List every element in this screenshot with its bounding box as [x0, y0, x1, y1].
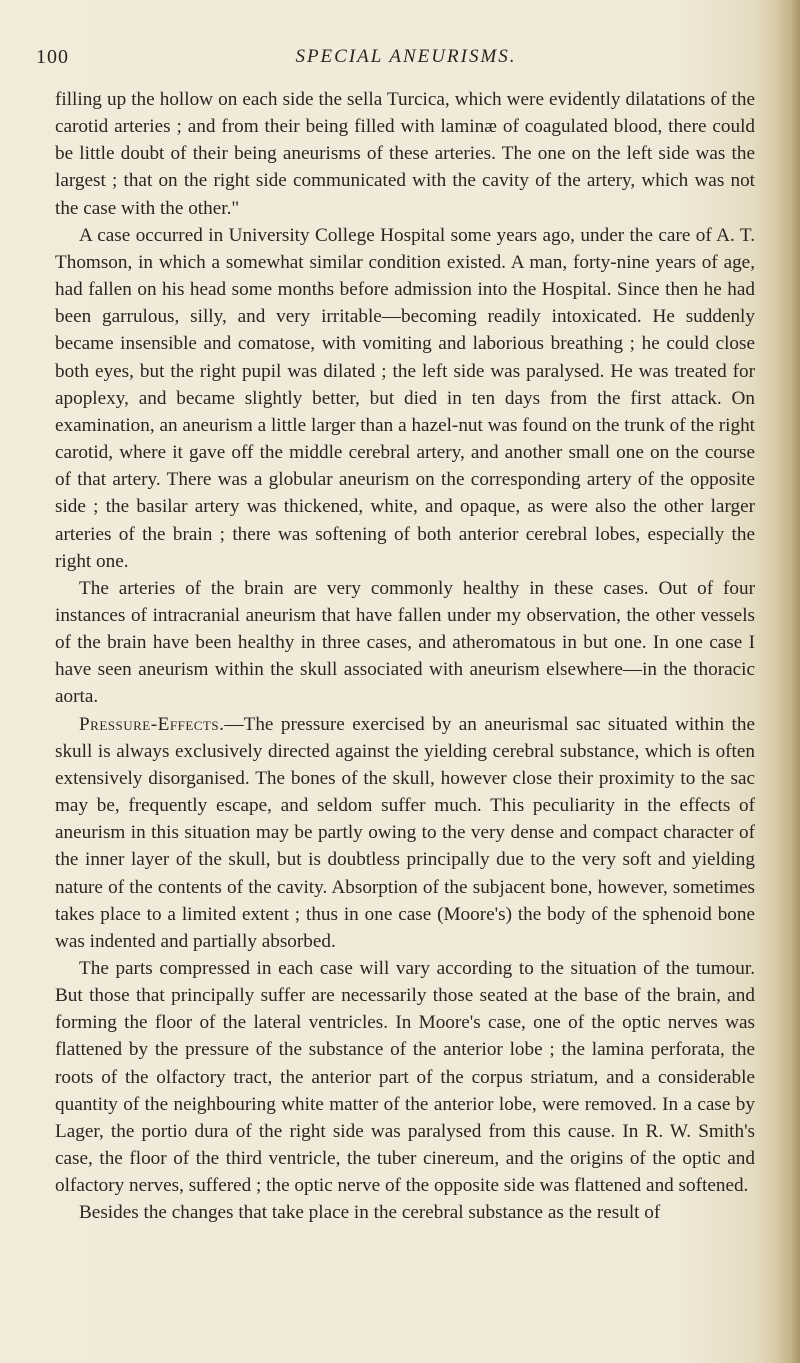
paragraph-text: filling up the hollow on each side the sella Turcica, which were evidently dilatations of the carotid arteries ; and from their being filled with laminæ of coagulated blood, there could be little doubt of their being aneurisms of these arteries. The one on the left side was the largest ; that on the right side communicated with the cavity of the artery, which was not the case with the other." [55, 89, 755, 219]
paragraph [55, 86, 755, 222]
paragraph [55, 222, 755, 575]
page-number: 100 [36, 46, 69, 68]
page-header [36, 46, 756, 78]
section-lead: Pressure-Effects. [79, 713, 225, 735]
paragraph-text: The arteries of the brain are very commonly healthy in these cases. Out of four instances of intracranial aneurism that have fallen under my observation, the other vessels of the brain have been healthy in three cases, and atheromatous in but one. In one case I have seen aneurism within the skull associated with aneurism elsewhere—in the thoracic aorta. [55, 577, 755, 708]
paragraph [55, 575, 755, 711]
paragraph-text: Besides the changes that take place in the cerebral substance as the result of [79, 1202, 661, 1224]
body-text [55, 86, 755, 1227]
paragraph [55, 955, 755, 1199]
paragraph-text: —The pressure exercised by an aneurismal sac situated within the skull is always exclusively directed against the yielding cerebral substance, which is often extensively disorganised. The bones of the skull, however close their proximity to the sac may be, frequently escape, and seldom suffer much. This peculiarity in the effects of aneurism in this situation may be partly owing to the very dense and compact character of the inner layer of the skull, but is doubtless principally due to the very soft and yielding nature of the contents of the cavity. Absorption of the subjacent bone, however, sometimes takes place to a limited extent ; thus in one case (Moore's) the body of the sphenoid bone was indented and partially absorbed. [55, 713, 755, 952]
paragraph-text: A case occurred in University College Hospital some years ago, under the care of A. T. Thomson, in which a somewhat similar condition existed. A man, forty-nine years of age, had fallen on his head some months before admission into the Hospital. Since then he had been garrulous, silly, and very irritable—becoming readily intoxicated. He suddenly became insensible and comatose, with vomiting and laborious breathing ; he could close both eyes, but the right pupil was dilated ; the left side was paralysed. He was treated for apoplexy, and became slightly better, but died in ten days from the first attack. On examination, an aneurism a little larger than a hazel-nut was found on the trunk of the right carotid, where it gave off the middle cerebral artery, and another small one on the course of that artery. There was a globular aneurism on the corresponding artery of the opposite side ; the basilar artery was thickened, white, and opaque, as were also the other larger arteries of the brain ; there was softening of both anterior cerebral lobes, especially the right one. [55, 224, 755, 572]
paragraph [55, 1199, 755, 1226]
running-title: SPECIAL ANEURISMS. [295, 46, 517, 67]
paragraph-text: The parts compressed in each case will vary according to the situation of the tumour. But those that principally suffer are necessarily those seated at the base of the brain, and forming the floor of the lateral ventricles. In Moore's case, one of the optic nerves was flattened by the pressure of the substance of the anterior lobe ; the lamina perforata, the roots of the olfactory tract, the anterior part of the corpus striatum, and a considerable quantity of the neighbouring white matter of the anterior lobe, were removed. In a case by Lager, the portio dura of the right side was paralysed from this cause. In R. W. Smith's case, the floor of the third ventricle, the tuber cinereum, and the origins of the optic and olfactory nerves, suffered ; the optic nerve of the opposite side was flattened and softened. [55, 958, 755, 1197]
paragraph [55, 711, 755, 955]
page-edge-shadow [778, 0, 800, 1363]
